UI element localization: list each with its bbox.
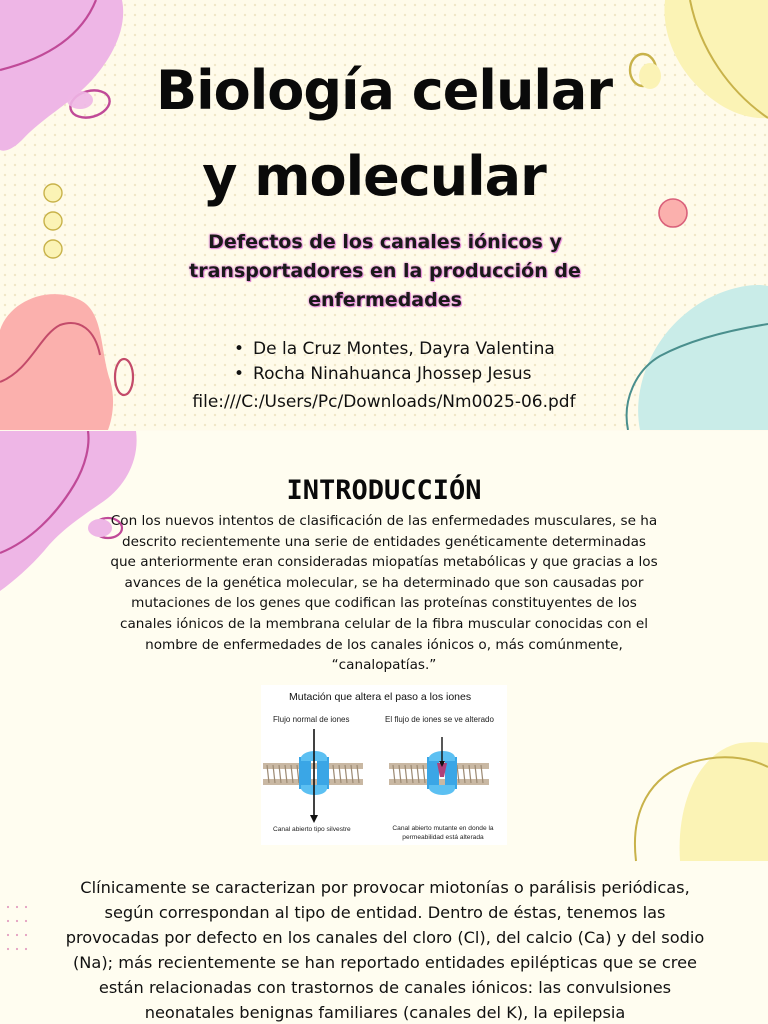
yellow-blob: [680, 742, 768, 861]
cover-slide: [0, 0, 768, 430]
author-item: • Rocha Ninahuanca Jhossep Jesus: [234, 362, 555, 387]
figure-right-caption-line: Canal abierto mutante en donde la: [392, 825, 494, 832]
dot-grid: [7, 906, 27, 950]
author-item: • De la Cruz Montes, Dayra Valentina: [234, 337, 555, 362]
channel-diagram: [261, 685, 507, 845]
figure-left-label: Flujo normal de iones: [273, 715, 350, 724]
intro-heading: INTRODUCCIÓN: [286, 475, 482, 506]
ion-channel-figure: [261, 685, 507, 845]
figure-title: Mutación que altera el paso a los iones: [289, 691, 472, 703]
title-line-2: y molecular: [202, 145, 546, 208]
clinical-paragraph: Clínicamente se caracterizan por provocar miotonías o parálisis periódicas, según correspondan al tipo de entidad. Dentro de éstas, tenemos las provocadas por defecto en los canales del cloro (Cl), del calcio (Ca) y del sodio (Na); más recientemente se han reportado entidades epilépticas que se cree están relacionadas con trastornos de canales iónicos: las convulsiones neonatales benignas familiares (canales del K), la epilepsia: [65, 878, 705, 1022]
figure-right-label: El flujo de iones se ve alterado: [385, 715, 494, 724]
yellow-dot: [44, 240, 62, 258]
figure-right-caption-line: permeabilidad está alterada: [402, 834, 484, 841]
intro-slide: [0, 431, 768, 1024]
intro-paragraph: Con los nuevos intentos de clasificación de las enfermedades musculares, se ha descrito recientemente una serie de entidades genéticamente determinadas que anteriormente eran consideradas miopatías metabólicas y que gracias a los avances de la genética molecular, se ha determinado que son causadas por mutaciones de los genes que codifican las proteínas constituyentes de los canales iónicos de la membrana celular de la fibra muscular conocidas con el nombre de enfermedades de los canales iónicos o, más comúnmente, “canalopatías.”: [110, 513, 658, 674]
figure-left-caption: Canal abierto tipo silvestre: [273, 826, 351, 833]
authors-list: [234, 337, 555, 387]
yellow-dot: [44, 212, 62, 230]
figure-right-caption: [383, 824, 503, 842]
subtitle: Defectos de los canales iónicos y transportadores en la producción de enfermedades: [189, 231, 581, 311]
membrane-left: [263, 763, 363, 785]
source-path: file:///C:/Users/Pc/Downloads/Nm0025-06.pdf: [192, 392, 576, 412]
title-line-1: Biología celular: [156, 59, 612, 122]
coral-ring: [115, 359, 133, 395]
